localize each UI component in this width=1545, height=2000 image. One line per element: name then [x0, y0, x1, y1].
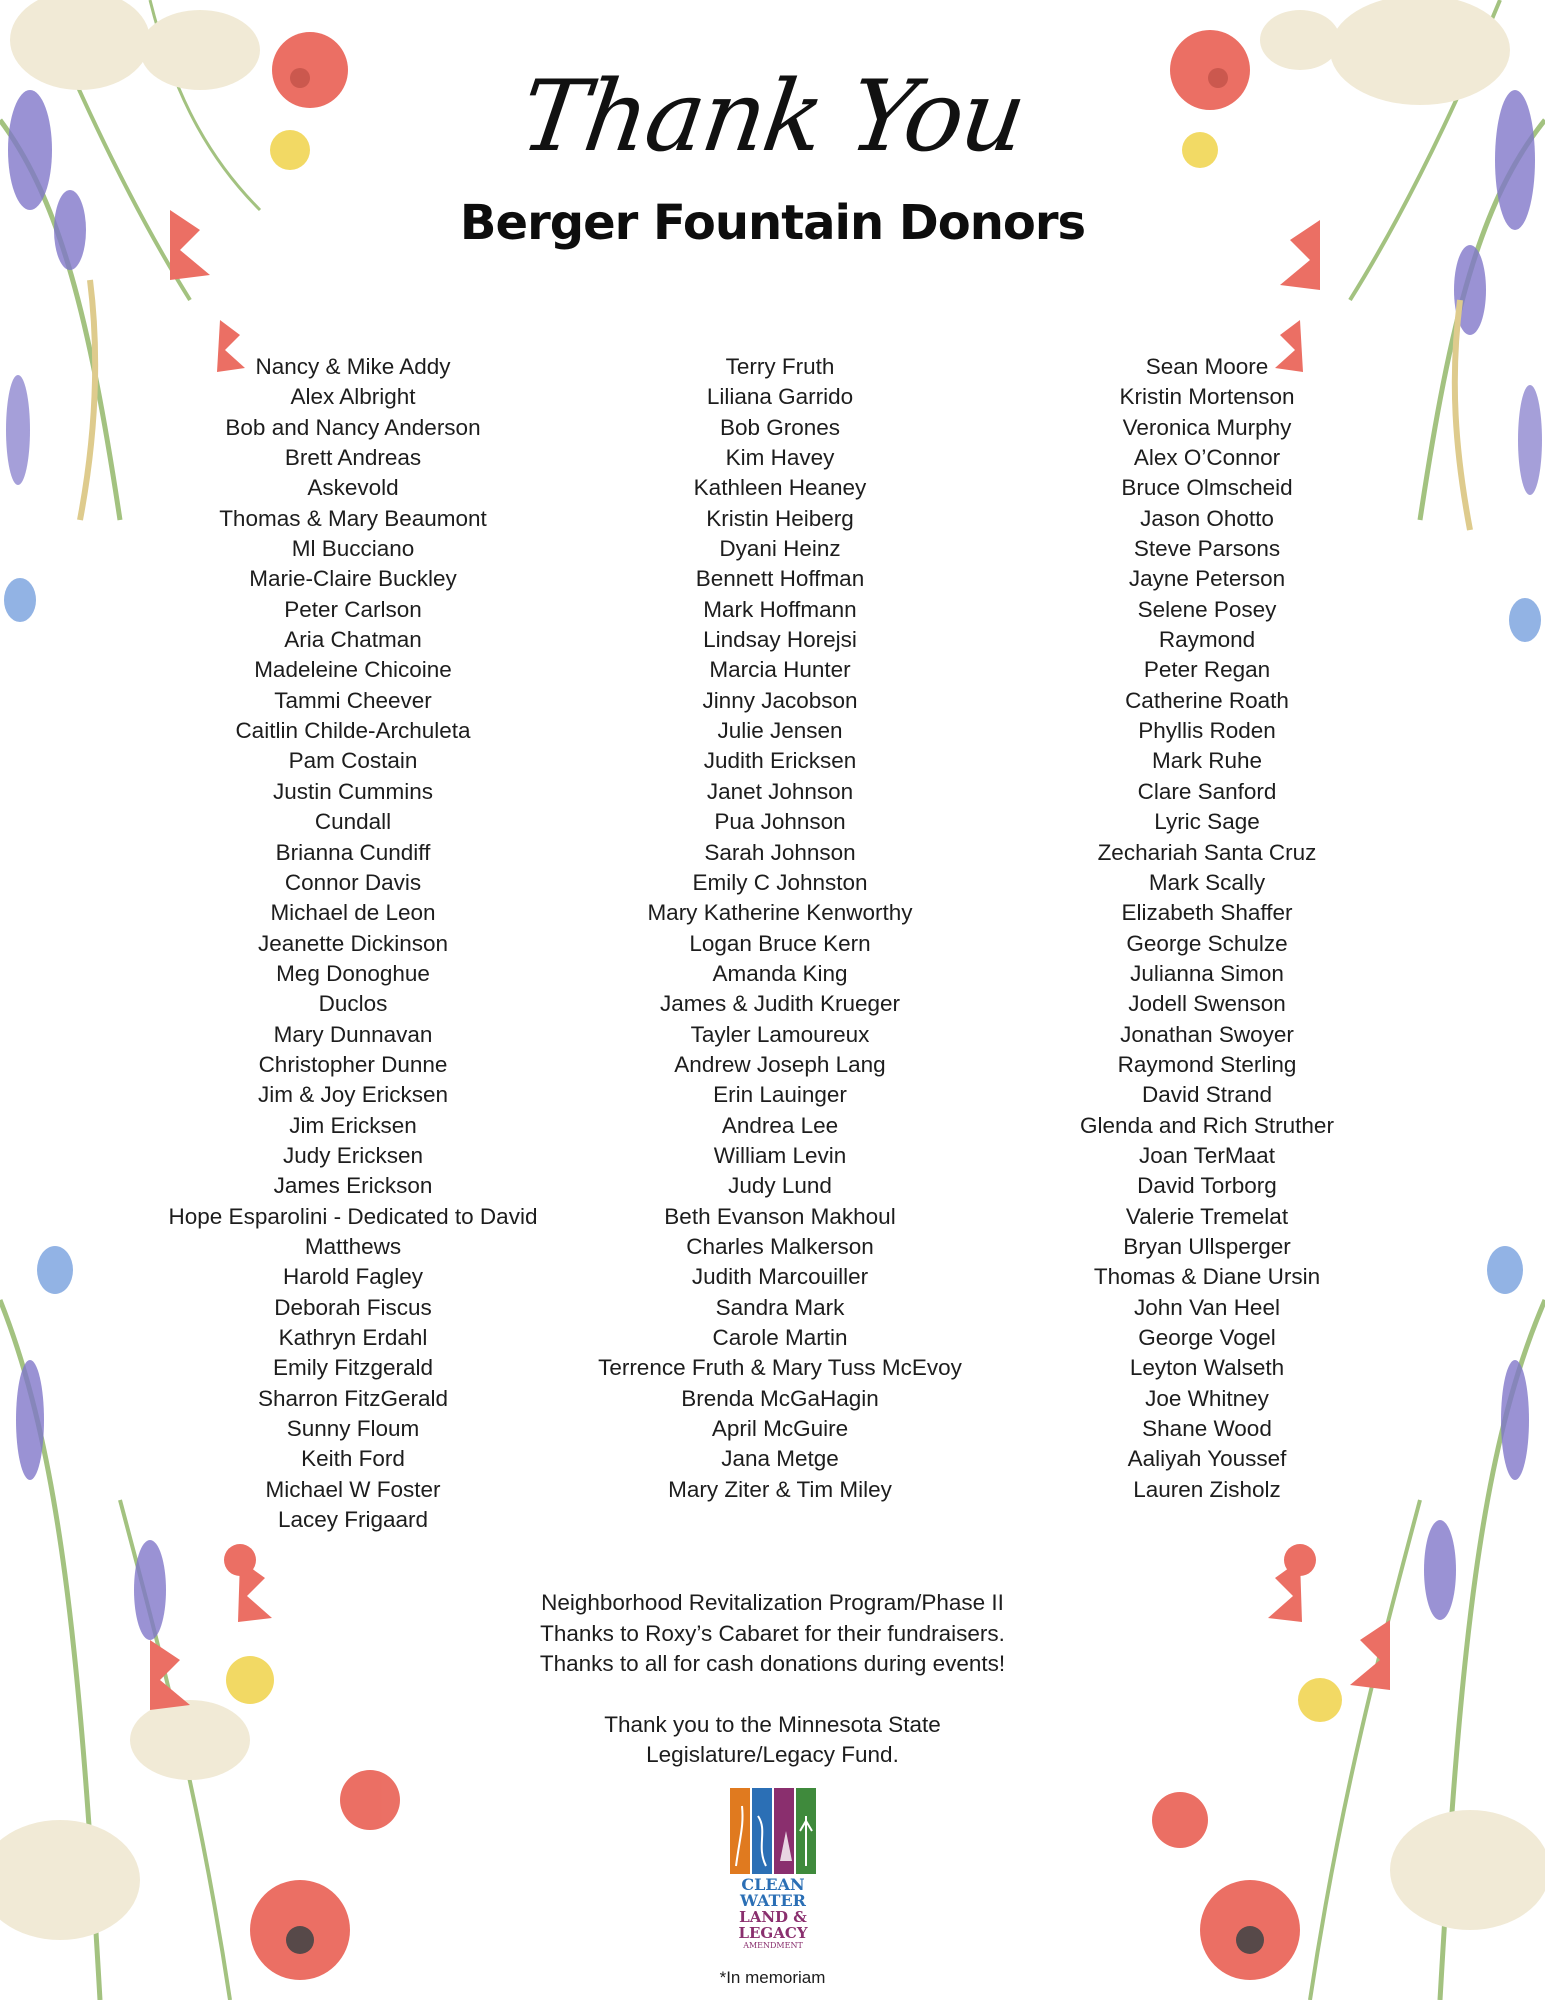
donor-name: Dyani Heinz: [719, 536, 841, 562]
donor-name: Kristin Heiberg: [706, 505, 854, 531]
donor-name: Kim Havey: [725, 445, 835, 471]
donor-name: Lindsay Horejsi: [703, 627, 857, 653]
donor-name: Peter Regan: [1143, 657, 1271, 683]
logo-text-line: CLEAN: [741, 1875, 805, 1894]
donor-name: Sean Moore: [1145, 354, 1269, 379]
donor-name: Tammi Cheever: [274, 687, 432, 713]
donor-column-1: [133, 352, 573, 1535]
footer-line: Thanks to Roxy’s Cabaret for their fundraisers.: [540, 1620, 1005, 1646]
donor-name: Veronica Murphy: [1122, 414, 1292, 440]
footer-line: Neighborhood Revitalization Program/Phase II: [541, 1590, 1004, 1615]
donor-name: Leyton Walseth: [1129, 1355, 1285, 1381]
donor-name: Kathleen Heaney: [693, 475, 867, 501]
donor-name: Brenda McGaHagin: [681, 1385, 879, 1411]
donor-name: Alex O’Connor: [1133, 445, 1281, 471]
donor-column-2: [560, 352, 1000, 1505]
donor-name: Janet Johnson: [706, 778, 854, 804]
donor-name: Liliana Garrido: [706, 384, 854, 410]
donor-name: Mary Ziter & Tim Miley: [668, 1476, 892, 1502]
donor-name: Alex Albright: [290, 384, 416, 410]
logo-text-line: AMENDMENT: [743, 1941, 803, 1950]
donor-name: Sunny Floum: [286, 1416, 420, 1442]
donor-name: Lauren Zisholz: [1133, 1476, 1281, 1502]
donor-name: Justin Cummins: [272, 778, 434, 804]
donor-name: Ml Bucciano: [291, 536, 415, 562]
donor-name: Judy Ericksen: [282, 1142, 424, 1168]
donor-name: Connor Davis: [284, 869, 422, 895]
donor-name: Terrence Fruth & Mary Tuss McEvoy: [598, 1355, 962, 1381]
donor-name: Judith Ericksen: [703, 748, 857, 774]
donor-name: Marie-Claire Buckley: [249, 566, 457, 592]
donor-name: Raymond Sterling: [1117, 1051, 1297, 1077]
donor-name: Brett Andreas: [284, 445, 422, 471]
logo-text-line: LAND &: [739, 1908, 807, 1926]
donor-name: Christopher Dunne: [258, 1051, 448, 1077]
donor-name: Cundall: [314, 809, 392, 835]
donor-name: George Schulze: [1126, 930, 1288, 956]
donor-name: Lacey Frigaard: [277, 1507, 429, 1533]
logo-bar-orange: [730, 1788, 750, 1874]
donor-name: Aaliyah Youssef: [1127, 1446, 1287, 1472]
donor-name: Bennett Hoffman: [695, 566, 865, 592]
donor-name: George Vogel: [1138, 1325, 1276, 1350]
donor-name: Brianna Cundiff: [275, 839, 431, 865]
donor-name: Bryan Ullsperger: [1123, 1233, 1291, 1259]
donor-name: Sarah Johnson: [704, 839, 856, 865]
donor-name: Jana Metge: [721, 1446, 839, 1472]
footer-acknowledgements: [0, 1588, 1545, 1771]
donor-name: Pam Costain: [288, 748, 418, 774]
donor-name: John Van Heel: [1134, 1294, 1280, 1320]
donor-name: Amanda King: [712, 960, 848, 986]
donor-name: Hope Esparolini - Dedicated to David: [168, 1203, 538, 1229]
donor-name: Zechariah Santa Cruz: [1097, 839, 1317, 865]
logo-text-line: LEGACY: [738, 1924, 808, 1942]
donor-name: Joe Whitney: [1145, 1385, 1269, 1411]
donor-name: Kathryn Erdahl: [278, 1325, 428, 1350]
donor-name: Phyllis Roden: [1138, 718, 1276, 744]
donor-name: Jim & Joy Ericksen: [257, 1082, 449, 1108]
donor-name: Jeanette Dickinson: [257, 930, 449, 956]
donor-name: David Strand: [1141, 1082, 1273, 1108]
donor-name: Jim Ericksen: [289, 1112, 417, 1138]
donor-name: William Levin: [713, 1142, 847, 1168]
donor-name: Lyric Sage: [1154, 809, 1260, 835]
page-title: Berger Fountain Donors: [459, 195, 1086, 251]
donor-name: Valerie Tremelat: [1125, 1203, 1289, 1229]
donor-name: Sharron FitzGerald: [257, 1385, 449, 1411]
donor-name: Glenda and Rich Struther: [1080, 1112, 1334, 1138]
donor-name: Thomas & Diane Ursin: [1093, 1264, 1321, 1290]
donor-name: Sandra Mark: [715, 1294, 845, 1320]
donor-name: Askevold: [307, 475, 399, 501]
donor-name: Pua Johnson: [714, 809, 846, 835]
donor-name: Bob and Nancy Anderson: [225, 414, 481, 440]
donor-column-3: [987, 352, 1427, 1505]
donor-name: Logan Bruce Kern: [689, 930, 871, 956]
donor-name: Michael W Foster: [265, 1476, 441, 1502]
donor-name: Thomas & Mary Beaumont: [219, 505, 487, 531]
donor-name: Peter Carlson: [284, 596, 422, 622]
donor-name: James & Judith Krueger: [659, 991, 901, 1017]
donor-name: Charles Malkerson: [686, 1233, 874, 1259]
donor-name: Judy Lund: [728, 1173, 832, 1199]
footer-line: Thanks to all for cash donations during events!: [539, 1651, 1006, 1676]
donor-name: Nancy & Mike Addy: [255, 354, 451, 379]
donor-name: Catherine Roath: [1125, 687, 1289, 713]
donor-name: Carole Martin: [712, 1325, 848, 1350]
donor-name: Duclos: [318, 991, 388, 1017]
donor-name: April McGuire: [711, 1416, 849, 1442]
donor-name: Tayler Lamoureux: [690, 1021, 870, 1047]
donor-name: Emily Fitzgerald: [272, 1355, 434, 1381]
donor-name: Jodell Swenson: [1128, 991, 1286, 1017]
donor-name: Terry Fruth: [725, 354, 835, 379]
donor-name: Mark Ruhe: [1151, 748, 1263, 774]
donor-name: Mary Katherine Kenworthy: [647, 900, 913, 926]
donor-name: Elizabeth Shaffer: [1121, 900, 1293, 926]
donor-name: Marcia Hunter: [709, 657, 851, 683]
donor-name: Mark Hoffmann: [703, 596, 857, 622]
logo-text-line: WATER: [740, 1891, 806, 1910]
donor-name: David Torborg: [1137, 1173, 1277, 1199]
donor-name: Judith Marcouiller: [691, 1264, 869, 1290]
donor-name: Madeleine Chicoine: [254, 657, 452, 683]
donor-name: Harold Fagley: [282, 1264, 424, 1290]
donor-name: Kristin Mortenson: [1119, 384, 1295, 410]
donor-name: Caitlin Childe-Archuleta: [235, 718, 471, 744]
footer-line: Legislature/Legacy Fund.: [646, 1742, 899, 1767]
donor-name: Andrea Lee: [721, 1112, 839, 1138]
donor-name: Mark Scally: [1148, 869, 1266, 895]
logo-bar-purple: [774, 1788, 794, 1874]
footer-line: Thank you to the Minnesota State: [604, 1711, 941, 1737]
in-memoriam-note: *In memoriam: [719, 1968, 826, 1987]
donor-name: Selene Posey: [1137, 596, 1277, 622]
donor-name: Emily C Johnston: [692, 869, 868, 895]
donor-name: Clare Sanford: [1137, 778, 1277, 804]
clean-water-land-legacy-logo: [728, 1786, 818, 1956]
donor-name: Meg Donoghue: [276, 960, 430, 986]
donor-name: Michael de Leon: [270, 900, 436, 926]
donor-name: James Erickson: [273, 1173, 433, 1199]
thank-you-script-title: Thank You: [514, 60, 1031, 174]
donor-name: Steve Parsons: [1133, 536, 1281, 562]
donor-name: Bruce Olmscheid: [1121, 475, 1293, 501]
donor-name: Keith Ford: [301, 1446, 405, 1472]
donor-name: Mary Dunnavan: [273, 1021, 433, 1047]
donor-name: Julianna Simon: [1130, 960, 1284, 986]
donor-name: Shane Wood: [1142, 1416, 1272, 1442]
donor-name: Aria Chatman: [284, 627, 422, 653]
donor-name: Andrew Joseph Lang: [674, 1051, 886, 1077]
donor-name: Raymond: [1158, 627, 1256, 653]
donor-name: Jinny Jacobson: [702, 687, 858, 713]
donor-name: Joan TerMaat: [1139, 1142, 1275, 1168]
donor-name: Jason Ohotto: [1140, 505, 1274, 531]
donor-name: Julie Jensen: [717, 718, 843, 744]
donor-name: Jonathan Swoyer: [1120, 1021, 1294, 1047]
donor-name: Erin Lauinger: [713, 1082, 847, 1108]
donor-name: Deborah Fiscus: [274, 1294, 432, 1320]
donor-name: Beth Evanson Makhoul: [664, 1203, 896, 1229]
donor-name: Matthews: [304, 1233, 402, 1259]
donor-name: Bob Grones: [719, 414, 841, 440]
donor-name: Jayne Peterson: [1128, 566, 1286, 592]
